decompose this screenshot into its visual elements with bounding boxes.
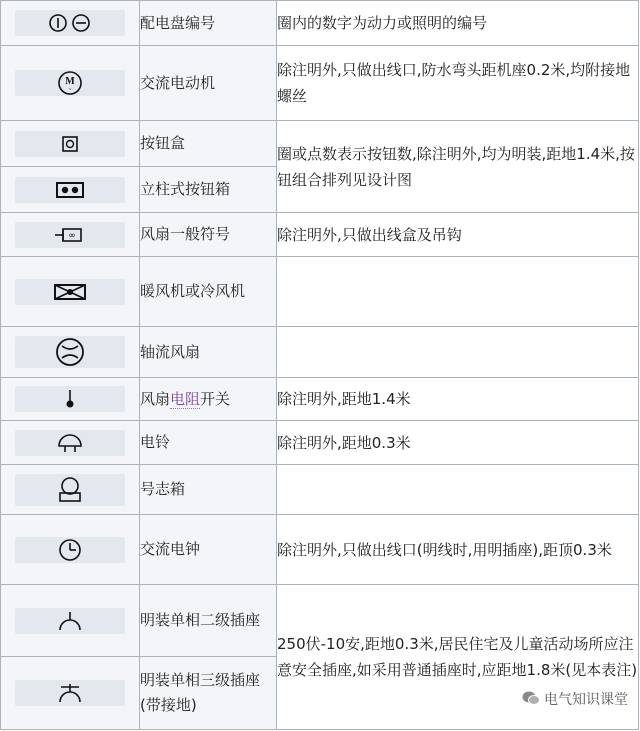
symbol-name: 风扇电阻开关 (140, 378, 277, 421)
symbol-note (277, 465, 639, 515)
column-button-box-icon (15, 177, 125, 203)
fan-switch-icon (15, 386, 125, 412)
distribution-board-icon (15, 10, 125, 36)
table-row (1, 465, 639, 515)
symbol-name: 交流电动机 (140, 46, 277, 121)
symbol-note: 圈内的数字为动力或照明的编号 (277, 1, 639, 46)
signal-box-icon (15, 474, 125, 506)
svg-text:~: ~ (68, 87, 72, 93)
symbol-note: 250伏-10安,距地0.3米,居民住宅及儿童活动场所应注意安全插座,如采用普通插座时,应距地1.8米(见本表注) (277, 585, 639, 730)
symbol-note: 圈或点数表示按钮数,除注明外,均为明装,距地1.4米,按钮组合排列见设计图 (277, 121, 639, 213)
fan-symbol-icon (15, 222, 125, 248)
heater-cooler-icon (15, 279, 125, 305)
surface-single-phase-earthed-socket-icon (15, 680, 125, 706)
resistor-link[interactable]: 电阻 (170, 389, 201, 408)
watermark (522, 689, 628, 710)
ac-clock-icon (15, 537, 125, 563)
symbol-name: 按钮盒 (140, 121, 277, 167)
symbol-name: 电铃 (140, 421, 277, 465)
symbol-note (277, 327, 639, 378)
symbol-name: 交流电钟 (140, 515, 277, 585)
bell-icon (15, 430, 125, 456)
svg-text:∞: ∞ (68, 230, 76, 241)
table-row (1, 327, 639, 378)
table-row (1, 121, 639, 167)
symbol-note: 除注明外,只做出线口(明线时,用明插座),距顶0.3米 (277, 515, 639, 585)
symbol-note: 除注明外,距地0.3米 (277, 421, 639, 465)
symbol-note (277, 257, 639, 327)
symbol-name: 轴流风扇 (140, 327, 277, 378)
table-row (1, 46, 639, 121)
table-row (1, 257, 639, 327)
symbol-name: 暖风机或冷风机 (140, 257, 277, 327)
symbol-name: 风扇一般符号 (140, 213, 277, 257)
axial-fan-icon (15, 336, 125, 368)
table-row (1, 1, 639, 46)
wechat-logo-icon (522, 690, 540, 710)
symbol-name: 明装单相三级插座(带接地) (140, 657, 277, 730)
surface-single-phase-socket-icon (15, 608, 125, 634)
ac-motor-icon (15, 70, 125, 96)
symbol-name: 配电盘编号 (140, 1, 277, 46)
table-row (1, 515, 639, 585)
symbol-name: 立柱式按钮箱 (140, 167, 277, 213)
table-row (1, 378, 639, 421)
watermark-text: 电气知识课堂 (544, 692, 628, 708)
symbol-note: 除注明外,只做出线盒及吊钩 (277, 213, 639, 257)
symbol-name: 明装单相二级插座 (140, 585, 277, 657)
symbol-note: 除注明外,距地1.4米 (277, 378, 639, 421)
push-button-box-icon (15, 131, 125, 157)
table-row (1, 421, 639, 465)
table-row (1, 585, 639, 657)
table-row (1, 213, 639, 257)
symbol-note: 除注明外,只做出线口,防水弯头距机座0.2米,均附接地螺丝 (277, 46, 639, 121)
svg-text:M: M (65, 76, 75, 87)
symbol-name: 号志箱 (140, 465, 277, 515)
